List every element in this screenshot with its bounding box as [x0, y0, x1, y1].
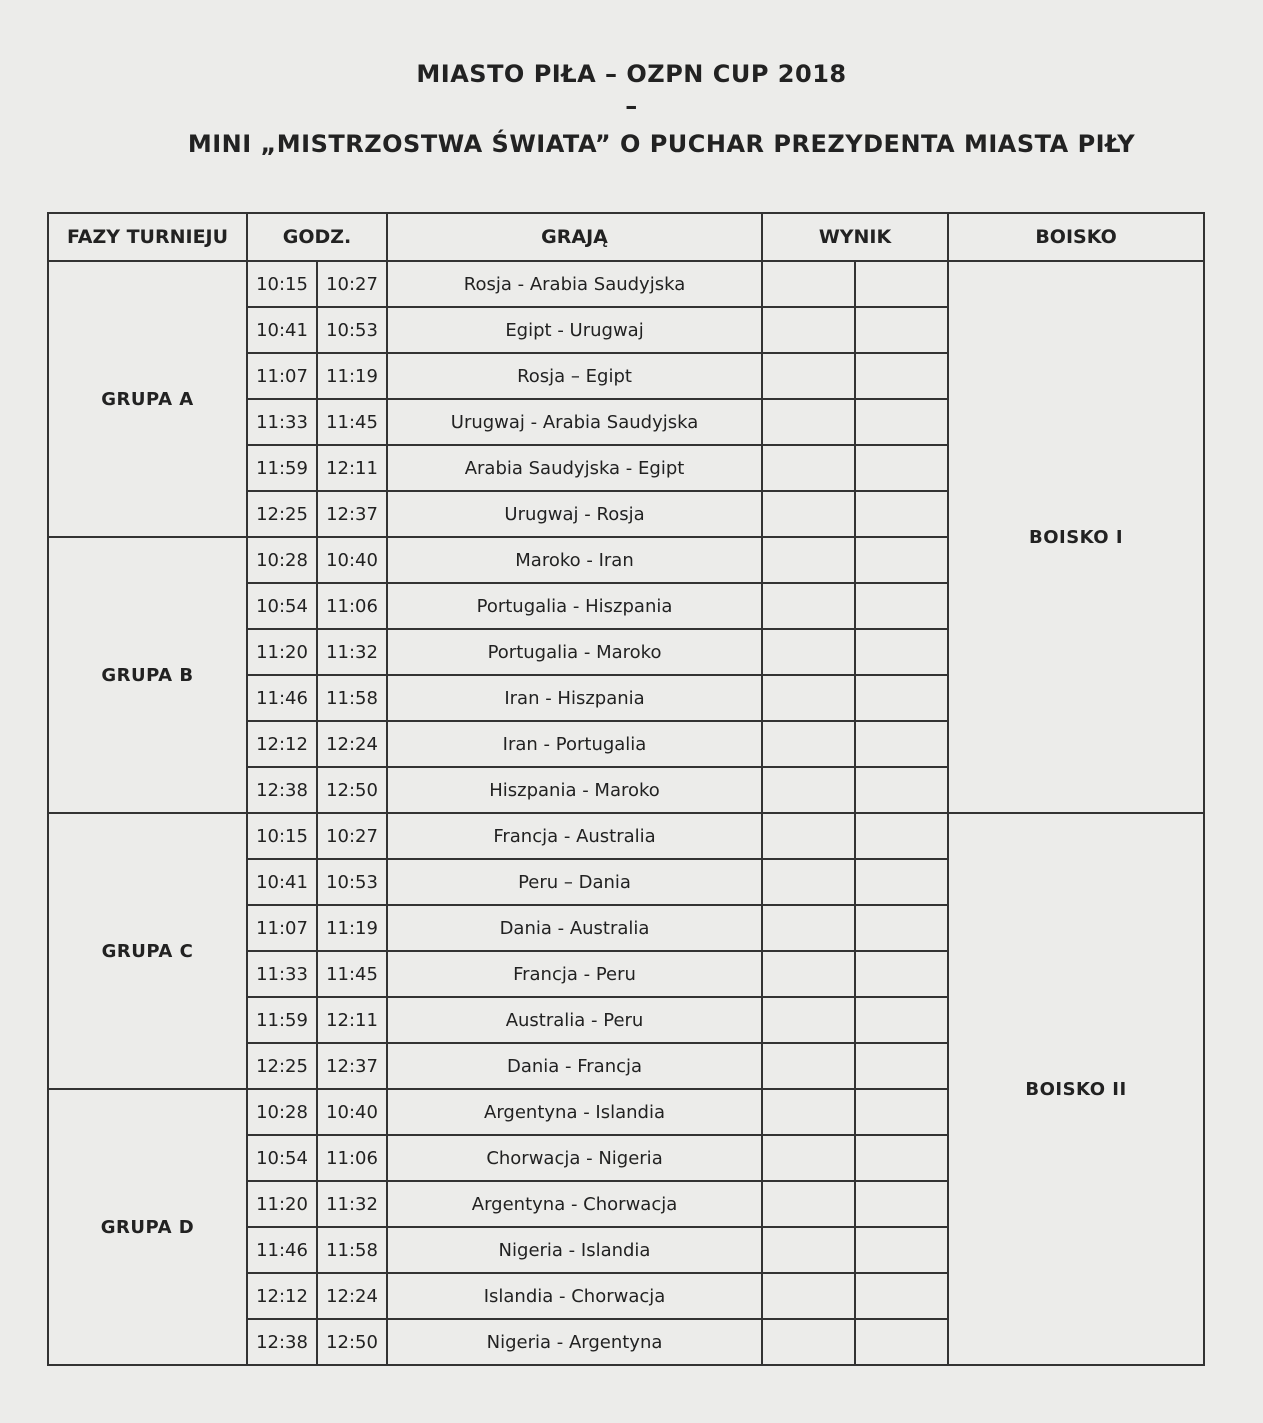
score-home-cell [762, 721, 855, 767]
match-teams: Argentyna - Islandia [387, 1089, 762, 1135]
score-away-cell [855, 767, 948, 813]
score-home-cell [762, 1273, 855, 1319]
match-teams: Egipt - Urugwaj [387, 307, 762, 353]
match-end-time: 12:11 [317, 997, 387, 1043]
score-away-cell [855, 813, 948, 859]
match-teams: Hiszpania - Maroko [387, 767, 762, 813]
score-away-cell [855, 353, 948, 399]
match-end-time: 10:27 [317, 813, 387, 859]
match-start-time: 12:25 [247, 1043, 317, 1089]
match-end-time: 10:53 [317, 859, 387, 905]
match-end-time: 12:37 [317, 1043, 387, 1089]
match-teams: Nigeria - Argentyna [387, 1319, 762, 1365]
score-away-cell [855, 583, 948, 629]
match-teams: Nigeria - Islandia [387, 1227, 762, 1273]
score-home-cell [762, 951, 855, 997]
score-away-cell [855, 997, 948, 1043]
group-label: GRUPA B [48, 537, 247, 813]
header-time: GODZ. [247, 213, 387, 261]
match-teams: Dania - Francja [387, 1043, 762, 1089]
score-home-cell [762, 261, 855, 307]
header-row [48, 213, 1204, 261]
score-home-cell [762, 997, 855, 1043]
group-label: GRUPA A [48, 261, 247, 537]
match-start-time: 10:15 [247, 261, 317, 307]
match-start-time: 11:59 [247, 445, 317, 491]
score-away-cell [855, 675, 948, 721]
header-pitch: BOISKO [948, 213, 1204, 261]
score-away-cell [855, 1181, 948, 1227]
match-end-time: 12:50 [317, 1319, 387, 1365]
match-start-time: 11:46 [247, 1227, 317, 1273]
match-teams: Iran - Portugalia [387, 721, 762, 767]
match-start-time: 12:12 [247, 721, 317, 767]
score-home-cell [762, 445, 855, 491]
match-teams: Islandia - Chorwacja [387, 1273, 762, 1319]
match-end-time: 10:40 [317, 537, 387, 583]
score-away-cell [855, 629, 948, 675]
match-end-time: 10:53 [317, 307, 387, 353]
score-away-cell [855, 445, 948, 491]
match-start-time: 10:28 [247, 537, 317, 583]
score-away-cell [855, 261, 948, 307]
match-teams: Iran - Hiszpania [387, 675, 762, 721]
score-home-cell [762, 813, 855, 859]
score-home-cell [762, 675, 855, 721]
score-away-cell [855, 537, 948, 583]
score-home-cell [762, 1089, 855, 1135]
match-end-time: 11:19 [317, 353, 387, 399]
match-teams: Urugwaj - Arabia Saudyjska [387, 399, 762, 445]
match-end-time: 11:58 [317, 675, 387, 721]
score-home-cell [762, 905, 855, 951]
score-home-cell [762, 1043, 855, 1089]
score-away-cell [855, 1043, 948, 1089]
match-start-time: 10:54 [247, 583, 317, 629]
match-start-time: 11:20 [247, 1181, 317, 1227]
score-away-cell [855, 307, 948, 353]
match-row [48, 813, 1204, 859]
score-home-cell [762, 583, 855, 629]
match-start-time: 10:15 [247, 813, 317, 859]
score-home-cell [762, 353, 855, 399]
match-start-time: 12:12 [247, 1273, 317, 1319]
score-away-cell [855, 721, 948, 767]
match-end-time: 11:58 [317, 1227, 387, 1273]
match-teams: Portugalia - Hiszpania [387, 583, 762, 629]
match-start-time: 12:25 [247, 491, 317, 537]
match-teams: Maroko - Iran [387, 537, 762, 583]
group-label: GRUPA C [48, 813, 247, 1089]
match-row [48, 261, 1204, 307]
pitch-label: BOISKO I [948, 261, 1204, 813]
match-teams: Francja - Australia [387, 813, 762, 859]
match-end-time: 12:37 [317, 491, 387, 537]
match-end-time: 11:45 [317, 399, 387, 445]
score-away-cell [855, 951, 948, 997]
match-start-time: 12:38 [247, 1319, 317, 1365]
document-subtitle: MINI „MISTRZOSTWA ŚWIATA” O PUCHAR PREZYDENTA MIASTA PIŁY [187, 130, 1136, 158]
score-away-cell [855, 859, 948, 905]
match-end-time: 11:32 [317, 629, 387, 675]
match-end-time: 12:11 [317, 445, 387, 491]
schedule-table [47, 212, 1205, 1366]
match-end-time: 12:24 [317, 721, 387, 767]
score-away-cell [855, 399, 948, 445]
match-teams: Francja - Peru [387, 951, 762, 997]
score-home-cell [762, 1181, 855, 1227]
match-end-time: 11:45 [317, 951, 387, 997]
match-end-time: 11:06 [317, 1135, 387, 1181]
pitch-label: BOISKO II [948, 813, 1204, 1365]
match-end-time: 11:32 [317, 1181, 387, 1227]
match-start-time: 11:33 [247, 399, 317, 445]
match-teams: Arabia Saudyjska - Egipt [387, 445, 762, 491]
match-start-time: 10:41 [247, 307, 317, 353]
match-teams: Australia - Peru [387, 997, 762, 1043]
header-phase: FAZY TURNIEJU [48, 213, 247, 261]
score-home-cell [762, 307, 855, 353]
match-end-time: 10:27 [317, 261, 387, 307]
score-home-cell [762, 491, 855, 537]
match-start-time: 11:07 [247, 905, 317, 951]
match-start-time: 11:33 [247, 951, 317, 997]
score-away-cell [855, 1273, 948, 1319]
match-teams: Rosja – Egipt [387, 353, 762, 399]
match-teams: Dania - Australia [387, 905, 762, 951]
match-start-time: 11:20 [247, 629, 317, 675]
score-home-cell [762, 1135, 855, 1181]
match-teams: Urugwaj - Rosja [387, 491, 762, 537]
match-end-time: 11:19 [317, 905, 387, 951]
match-start-time: 10:41 [247, 859, 317, 905]
score-away-cell [855, 1319, 948, 1365]
match-end-time: 10:40 [317, 1089, 387, 1135]
match-teams: Portugalia - Maroko [387, 629, 762, 675]
header-result: WYNIK [762, 213, 948, 261]
match-teams: Rosja - Arabia Saudyjska [387, 261, 762, 307]
title-dash: – [625, 92, 638, 120]
group-label: GRUPA D [48, 1089, 247, 1365]
score-home-cell [762, 859, 855, 905]
schedule-body [48, 261, 1204, 1365]
header-match: GRAJĄ [387, 213, 762, 261]
score-home-cell [762, 1319, 855, 1365]
match-start-time: 11:07 [247, 353, 317, 399]
score-home-cell [762, 629, 855, 675]
score-away-cell [855, 1227, 948, 1273]
score-home-cell [762, 767, 855, 813]
score-away-cell [855, 1135, 948, 1181]
document-title: MIASTO PIŁA – OZPN CUP 2018 [416, 60, 847, 88]
score-home-cell [762, 1227, 855, 1273]
score-home-cell [762, 399, 855, 445]
match-start-time: 12:38 [247, 767, 317, 813]
score-home-cell [762, 537, 855, 583]
score-away-cell [855, 905, 948, 951]
match-teams: Peru – Dania [387, 859, 762, 905]
match-start-time: 11:46 [247, 675, 317, 721]
match-teams: Argentyna - Chorwacja [387, 1181, 762, 1227]
match-end-time: 11:06 [317, 583, 387, 629]
match-end-time: 12:50 [317, 767, 387, 813]
score-away-cell [855, 491, 948, 537]
score-away-cell [855, 1089, 948, 1135]
match-start-time: 11:59 [247, 997, 317, 1043]
match-start-time: 10:28 [247, 1089, 317, 1135]
match-start-time: 10:54 [247, 1135, 317, 1181]
match-teams: Chorwacja - Nigeria [387, 1135, 762, 1181]
match-end-time: 12:24 [317, 1273, 387, 1319]
